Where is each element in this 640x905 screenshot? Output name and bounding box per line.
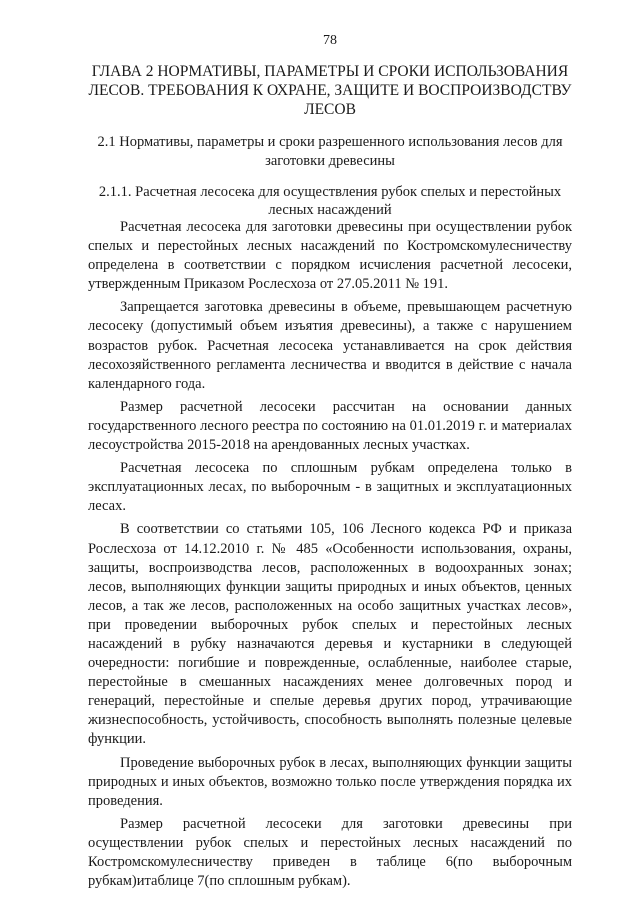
paragraph: Расчетная лесосека для заготовки древесины при осуществлении рубок спелых и перестойных лесных насаждений по Костромскомулесничеству определена в соответствии с порядком исчисления расчетной лесосеки, утвержденным Приказом Рослесхоза от 27.05.2011 № 191. xyxy=(88,219,572,293)
paragraph: Проведение выборочных рубок в лесах, выполняющих функции защиты природных и иных объектов, возможно только после утверждения порядка их проведения. xyxy=(88,754,572,809)
page-number: 78 xyxy=(323,33,337,48)
subsection-title: 2.1.1. Расчетная лесосека для осуществления рубок спелых и перестойных лесных насаждений xyxy=(98,184,562,218)
paragraph: Размер расчетной лесосеки для заготовки древесины при осуществлении рубок спелых и перестойных лесных насаждений по Костромскомулесничеству приведен в таблице 6(по выборочным рубкам)итаблице 7(по сплошным рубкам). xyxy=(88,815,572,890)
paragraph: Запрещается заготовка древесины в объеме, превышающем расчетную лесосеку (допустимый объем изъятия древесины), а также с нарушением возрастов рубок. Расчетная лесосека устанавливается на срок действия лесохозяйственного регламента лесничества и вводится в действие с начала календарного года. xyxy=(88,299,572,392)
section-title: 2.1 Нормативы, параметры и сроки разрешенного использования лесов для заготовки древесины xyxy=(97,134,563,169)
chapter-title: ГЛАВА 2 НОРМАТИВЫ, ПАРАМЕТРЫ И СРОКИ ИСПОЛЬЗОВАНИЯ ЛЕСОВ. ТРЕБОВАНИЯ К ОХРАНЕ, ЗАЩИТЕ И ВОСПРОИЗВОДСТВУ ЛЕСОВ xyxy=(88,63,572,118)
paragraph: В соответствии со статьями 105, 106 Лесного кодекса РФ и приказа Рослесхоза от 14.12.2010 г. № 485 «Особенности использования, охраны, защиты, воспроизводства лесов, расположенных в водоохранных зонах; лесов, выполняющих функции защиты природных и иных объектов, ценных лесов, а так же лесов, расположенных на особо защитных участках лесов», при проведении выборочных рубок спелых и перестойных лесных насаждений в рубку назначаются деревья и кустарники в следующей очередности: погибшие и поврежденные, ослабленные, наиболее старые, перестойные в смешанных насаждениях менее долговечных пород и генераций, перестойные и спелые деревья других пород, утрачивающие жизнеспособность, устойчивость, способность выполнять полезные целевые функции. xyxy=(88,521,572,748)
document-page xyxy=(88,0,572,905)
paragraph: Размер расчетной лесосеки рассчитан на основании данных государственного лесного реестра по состоянию на 01.01.2019 г. и материалах лесоустройства 2015-2018 на арендованных лесных участках. xyxy=(88,398,572,454)
body-text xyxy=(88,218,572,895)
paragraph: Расчетная лесосека по сплошным рубкам определена только в эксплуатационных лесах, по выборочным - в защитных и эксплуатационных лесах. xyxy=(88,460,572,515)
